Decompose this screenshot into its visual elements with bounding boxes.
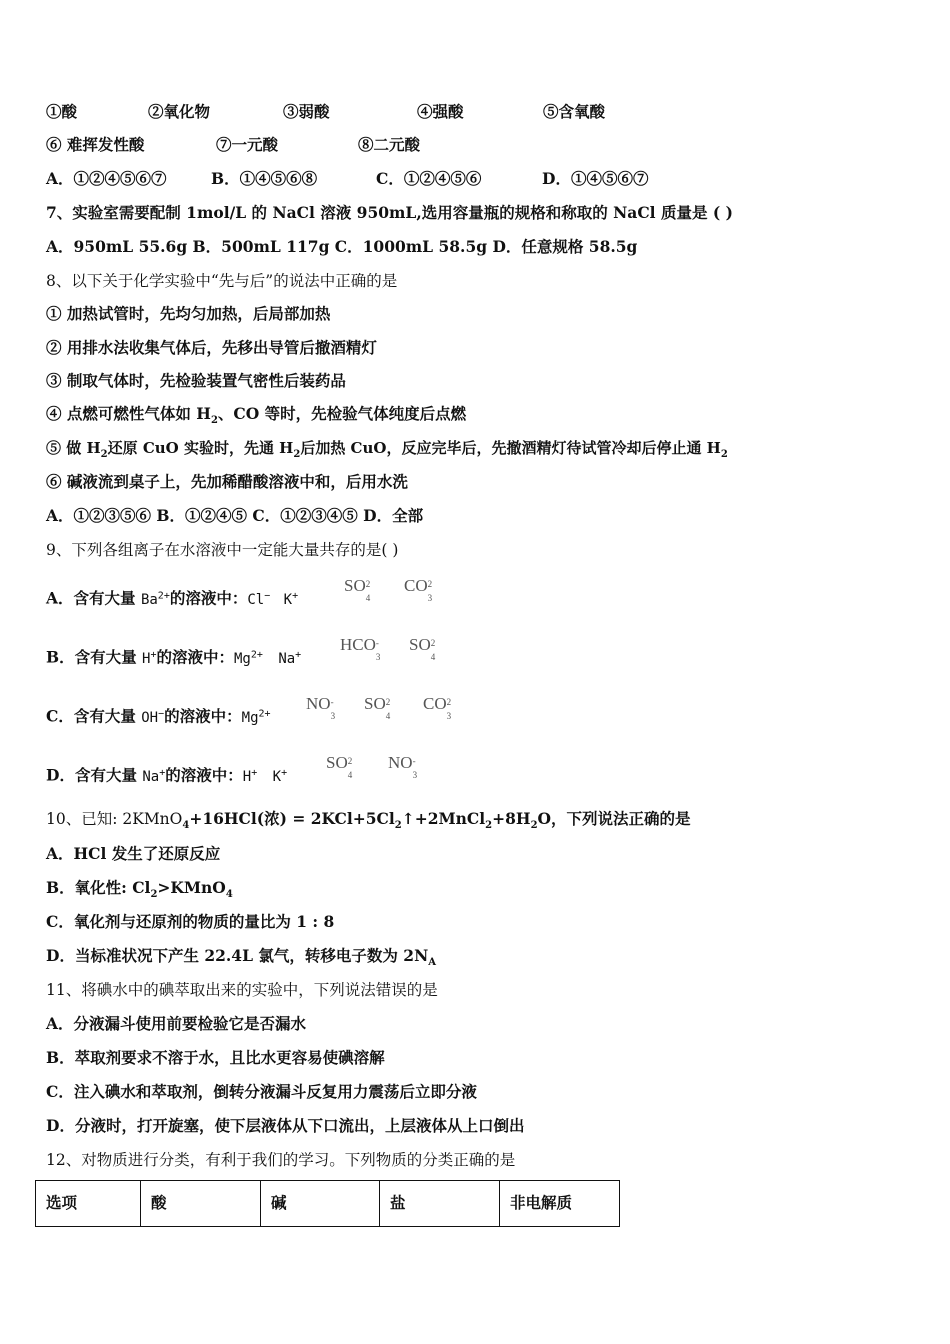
table-header-nonelectrolyte: 非电解质	[500, 1181, 620, 1227]
q9-a-mid: 的溶液中：	[169, 588, 248, 608]
q9-c-mg: $Mg^{2+}$	[241, 708, 271, 726]
q9-c-mid: 的溶液中：	[164, 706, 242, 726]
table-header-base: 碱	[261, 1181, 380, 1227]
q10-sub-4: 2	[530, 820, 538, 832]
q9-a-prefix: A．含有大量	[46, 588, 136, 608]
q8-item-3: ③ 制取气体时，先检验装置气密性后装药品	[46, 371, 346, 390]
q9-b-na: Na+	[278, 649, 302, 667]
q10-sub-3: 2	[485, 820, 493, 832]
q10-sub-2: 2	[394, 820, 402, 832]
q9-option-d	[46, 763, 287, 787]
q10-stem-a: 10、已知: 2KMnO	[46, 810, 183, 828]
q8-item-5-sub3: 2	[720, 449, 728, 460]
q9-a-k: K+	[283, 590, 299, 608]
q8-item-5	[46, 438, 728, 465]
q9-d-no3: NO - 3	[388, 753, 418, 780]
q9-stem: 9、下列各组离子在水溶液中一定能大量共存的是( )	[46, 541, 399, 559]
q10-option-a: A．HCl 发生了还原反应	[46, 844, 221, 863]
q11-stem: 11、将碘水中的碘萃取出来的实验中，下列说法错误的是	[46, 981, 438, 999]
q9-a-ba: $Ba^{2+}$	[140, 590, 170, 608]
option-acid: ①酸	[46, 102, 78, 121]
q8-item-5-sub1: 2	[100, 449, 108, 460]
q9-option-a	[46, 586, 298, 610]
q6-answer-b: B．①④⑤⑥⑧	[211, 169, 318, 188]
q7-answers: A．950mL 55.6g B．500mL 117g C．1000mL 58.5g D．任意规格 58.5g	[46, 237, 638, 256]
q9-c-co3: CO 2 3	[423, 694, 452, 721]
q9-a-co3: CO 2 3	[404, 576, 433, 603]
q8-item-6: ⑥ 碱液流到桌子上，先加稀醋酸溶液中和，后用水洗	[46, 472, 408, 491]
q9-b-h: H+	[142, 649, 157, 667]
q8-item-4	[46, 404, 466, 431]
option-diprotic-acid: ⑧二元酸	[358, 135, 421, 154]
q8-item-2: ② 用排水法收集气体后，先移出导管后撤酒精灯	[46, 338, 377, 357]
table-header-option: 选项	[36, 1181, 141, 1227]
q8-item-5-b: 还原 CuO 实验时，先通 H	[107, 439, 294, 457]
q9-b-hco3: HCO - 3	[340, 635, 381, 662]
q8-item-4-b: 、CO 等时，先检验气体纯度后点燃	[217, 404, 467, 423]
classification-table	[35, 1180, 620, 1227]
q8-item-4-a: ④ 点燃可燃性气体如 H	[46, 404, 211, 423]
q10-d-a: D．当标准状况下产生 22.4L 氯气，转移电子数为 2N	[46, 946, 429, 965]
q9-a-cl: Cl−	[247, 590, 271, 608]
q6-answer-c: C．①②④⑤⑥	[376, 169, 482, 188]
q9-b-mg: $Mg^{2+}$	[234, 649, 263, 667]
q9-option-b	[46, 645, 301, 669]
q10-sub-1: 4	[182, 820, 190, 832]
q10-b-sub2: 4	[225, 889, 233, 901]
q10-b-sub1: 2	[150, 889, 158, 901]
q9-d-so4: SO 2 4	[326, 753, 353, 780]
q10-b-a: B．氧化性: Cl	[46, 878, 151, 897]
q6-answer-a: A．①②④⑤⑥⑦	[46, 169, 167, 188]
q9-b-prefix: B．含有大量	[46, 647, 137, 667]
q10-stem-e: O，下列说法正确的是	[537, 809, 691, 828]
option-weak-acid: ③弱酸	[283, 102, 330, 121]
q9-d-k: K+	[272, 767, 288, 785]
q8-item-5-a: ⑤ 做 H	[46, 439, 101, 457]
q10-option-d	[46, 946, 436, 973]
q10-option-c: C．氧化剂与还原剂的物质的量比为 1 : 8	[46, 912, 335, 931]
q9-a-so4: SO 2 4	[344, 576, 371, 603]
q9-d-h: H+	[242, 767, 258, 785]
q9-c-oh: OH−	[141, 708, 165, 726]
option-monoprotic-acid: ⑦一元酸	[216, 135, 279, 154]
q9-b-mid: 的溶液中：	[156, 647, 234, 667]
q6-answer-d: D．①④⑤⑥⑦	[542, 169, 649, 188]
q8-item-4-sub: 2	[210, 415, 218, 427]
q11-option-b: B．萃取剂要求不溶于水，且比水更容易使碘溶解	[46, 1048, 385, 1067]
q10-d-sub: A	[428, 957, 436, 969]
q7-stem: 7、实验室需要配制 1mol/L 的 NaCl 溶液 950mL,选用容量瓶的规格和称取的 NaCl 质量是 ( )	[46, 203, 733, 222]
q10-option-b	[46, 878, 233, 905]
q8-item-1: ① 加热试管时，先均匀加热，后局部加热	[46, 304, 331, 323]
q9-d-prefix: D．含有大量	[46, 765, 137, 785]
q8-item-5-c: 后加热 CuO，反应完毕后，先撤酒精灯待试管冷却后停止通 H	[300, 439, 721, 457]
q9-d-na: Na+	[142, 767, 166, 785]
q10-b-b: >KMnO	[157, 878, 226, 897]
q10-stem-d: +8H	[492, 809, 531, 828]
q11-option-c: C．注入碘水和萃取剂，倒转分液漏斗反复用力震荡后立即分液	[46, 1082, 477, 1101]
q9-c-no3: NO - 3	[306, 694, 336, 721]
q8-stem: 8、以下关于化学实验中“先与后”的说法中正确的是	[46, 272, 398, 290]
q9-c-prefix: C．含有大量	[46, 706, 136, 726]
table-header-row	[36, 1181, 620, 1227]
option-nonvolatile-acid: ⑥ 难挥发性酸	[46, 135, 145, 154]
option-strong-acid: ④强酸	[417, 102, 464, 121]
q8-answers: A．①②③⑤⑥ B．①②④⑤ C．①②③④⑤ D．全部	[46, 506, 424, 525]
q11-option-a: A．分液漏斗使用前要检验它是否漏水	[46, 1014, 307, 1033]
table-header-salt: 盐	[380, 1181, 500, 1227]
q11-option-d: D．分液时，打开旋塞，使下层液体从下口流出，上层液体从上口倒出	[46, 1116, 525, 1135]
q9-d-mid: 的溶液中：	[165, 765, 243, 785]
option-oxide: ②氧化物	[148, 102, 211, 121]
table-header-acid: 酸	[141, 1181, 261, 1227]
q10-stem-b: +16HCl(浓) = 2KCl+5Cl	[189, 809, 395, 828]
q9-c-so4: SO 2 4	[364, 694, 391, 721]
q10-stem	[46, 809, 691, 836]
q12-stem: 12、对物质进行分类，有利于我们的学习。下列物质的分类正确的是	[46, 1151, 516, 1169]
q9-option-c	[46, 704, 271, 728]
q10-stem-c: ↑+2MnCl	[401, 809, 486, 828]
q9-b-so4: SO 2 4	[409, 635, 436, 662]
q8-item-5-sub2: 2	[293, 449, 301, 460]
option-oxyacid: ⑤含氧酸	[543, 102, 606, 121]
